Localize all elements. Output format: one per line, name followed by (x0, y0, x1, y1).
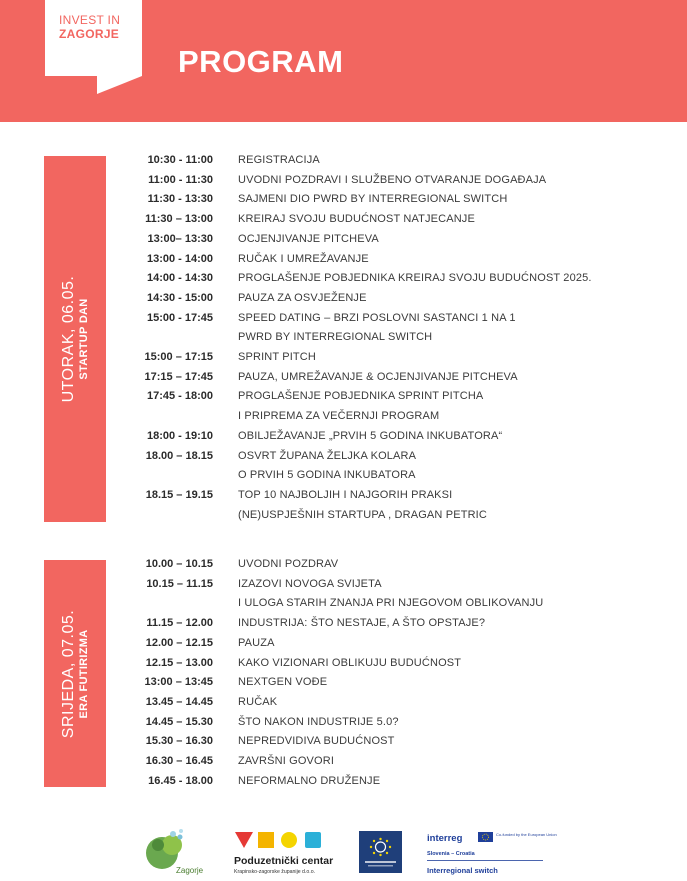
schedule-row (0, 328, 687, 348)
row-time: 10:30 - 11:00 (147, 154, 213, 166)
row-time: 11:30 - 13:30 (147, 193, 213, 206)
row-activity: IZAZOVI NOVOGA SVIJETA (238, 577, 382, 590)
row-time: 17:45 - 18:00 (146, 390, 213, 403)
day-theme: STARTUP DAN (78, 298, 90, 380)
zagorje-emblem-icon (140, 827, 204, 875)
row-activity: RUČAK (238, 695, 278, 708)
row-activity: NEXTGEN VOĐE (238, 676, 328, 689)
row-activity: RUČAK I UMREŽAVANJE (238, 252, 369, 265)
row-time: 11.15 – 12.00 (146, 617, 213, 630)
schedule-row (0, 171, 687, 191)
row-time: 18:00 - 19:10 (146, 429, 213, 442)
row-activity: KAKO VIZIONARI OBLIKUJU BUDUĆNOST (238, 656, 462, 669)
schedule-row (0, 575, 687, 595)
schedule-row (0, 713, 687, 733)
schedule-row (0, 772, 687, 792)
schedule-row (0, 190, 687, 210)
row-time: 11:00 - 11:30 (148, 173, 213, 186)
zagorje-logo-text: Zagorje (176, 866, 204, 875)
eu-stars-icon (359, 831, 402, 873)
interreg-title: interreg (427, 833, 463, 844)
schedule-row (0, 368, 687, 388)
row-activity: KREIRAJ SVOJU BUDUĆNOST NATJECANJE (238, 213, 475, 226)
row-activity: REGISTRACIJA (238, 154, 320, 166)
row-activity: PAUZA ZA OSVJEŽENJE (238, 291, 367, 304)
schedule-row (0, 407, 687, 427)
row-activity: NEPREDVIDIVA BUDUĆNOST (238, 735, 395, 748)
row-activity: ZAVRŠNI GOVORI (238, 755, 335, 767)
row-time: 13:00 - 14:00 (146, 252, 213, 265)
interreg-region: Slovenia – Croatia (427, 851, 475, 857)
schedule-row (0, 210, 687, 230)
poduzetnicki-centar-logo (233, 830, 333, 876)
row-time: 15.30 – 16.30 (145, 735, 213, 748)
schedule-row (0, 269, 687, 289)
schedule-row (0, 732, 687, 752)
row-activity: PWRD BY INTERREGIONAL SWITCH (238, 331, 433, 344)
row-activity: TOP 10 NAJBOLJIH I NAJGORIH PRAKSI (238, 488, 453, 501)
row-time: 12.15 – 13.00 (145, 656, 213, 669)
row-activity: OBILJEŽAVANJE „PRVIH 5 GODINA INKUBATORA“ (238, 429, 503, 442)
schedule-row (0, 506, 687, 526)
day-date: SRIJEDA, 07.05. (60, 609, 77, 738)
row-time: 15:00 – 17:15 (144, 351, 213, 363)
row-activity: NEFORMALNO DRUŽENJE (238, 774, 381, 787)
logo-line2: ZAGORJE (59, 27, 120, 41)
row-activity: OSVRT ŽUPANA ŽELJKA KOLARA (238, 449, 417, 462)
row-time: 18.15 – 19.15 (145, 488, 213, 501)
row-time: 14:00 - 14:30 (146, 272, 213, 285)
row-activity: UVODNI POZDRAV (238, 558, 339, 570)
row-time: 15:00 - 17:45 (146, 311, 213, 324)
logo-line1: INVEST IN (59, 13, 121, 27)
row-time: 13:00 – 13:45 (144, 676, 213, 689)
schedule-row (0, 387, 687, 407)
schedule-row (0, 466, 687, 486)
schedule-row (0, 555, 687, 575)
schedule-row (0, 447, 687, 467)
schedule-row (0, 594, 687, 614)
row-time: 12.00 – 12.15 (145, 636, 213, 649)
row-time: 16.30 – 16.45 (145, 755, 213, 767)
row-time: 13.45 – 14.45 (145, 695, 213, 708)
row-activity: O PRVIH 5 GODINA INKUBATORA (238, 469, 416, 482)
row-time: 18.00 – 18.15 (145, 449, 213, 462)
row-activity: OCJENJIVANJE PITCHEVA (238, 232, 379, 245)
schedule-row (0, 348, 687, 368)
schedule-row (0, 673, 687, 693)
row-activity: PAUZA, UMREŽAVANJE & OCJENJIVANJE PITCHEVA (238, 370, 518, 383)
row-activity: PROGLAŠENJE POBJEDNIKA SPRINT PITCHA (238, 390, 484, 403)
row-time: 10.00 – 10.15 (145, 558, 213, 570)
eu-badge-logo (359, 831, 402, 873)
schedule-row (0, 614, 687, 634)
row-time: 16.45 - 18.00 (148, 774, 213, 787)
poduzetnicki-shapes-icon (233, 830, 333, 876)
invest-in-zagorje-logo (45, 0, 142, 76)
schedule-row (0, 289, 687, 309)
row-activity: SPEED DATING – BRZI POSLOVNI SASTANCI 1 NA 1 (238, 311, 516, 324)
header-banner (0, 0, 687, 122)
row-time: 17:15 – 17:45 (144, 370, 213, 383)
day-date: UTORAK, 06.05. (60, 275, 77, 403)
interreg-cofunded: Co-funded by the European Union (496, 832, 557, 837)
row-time: 13:00– 13:30 (147, 232, 213, 245)
logo-flag-tail (97, 76, 142, 94)
row-activity: (NE)USPJEŠNIH STARTUPA , DRAGAN PETRIC (238, 508, 487, 521)
row-activity: I PRIPREMA ZA VEČERNJI PROGRAM (238, 410, 440, 423)
interreg-logo (426, 829, 557, 875)
schedule-row (0, 250, 687, 270)
row-activity: SAJMENI DIO PWRD BY INTERREGIONAL SWITCH (238, 193, 508, 206)
row-time: 14:30 - 15:00 (146, 291, 213, 304)
schedule-row (0, 427, 687, 447)
interreg-mark-icon (426, 829, 557, 875)
schedule-row (0, 752, 687, 772)
schedule-row (0, 309, 687, 329)
row-activity: UVODNI POZDRAVI I SLUŽBENO OTVARANJE DOGAĐAJA (238, 173, 547, 186)
row-time: 14.45 – 15.30 (145, 715, 213, 728)
interreg-project: Interregional switch (427, 866, 498, 875)
schedule-row (0, 654, 687, 674)
row-activity: I ULOGA STARIH ZNANJA PRI NJEGOVOM OBLIKOVANJU (238, 597, 544, 610)
row-activity: PROGLAŠENJE POBJEDNIKA KREIRAJ SVOJU BUDUĆNOST 2025. (238, 272, 592, 285)
row-activity: PAUZA (238, 636, 275, 649)
schedule-row (0, 693, 687, 713)
page-title: PROGRAM (178, 44, 344, 79)
poduzetnicki-title: Poduzetnički centar (234, 855, 334, 867)
zagorje-logo (140, 827, 204, 875)
schedule-row (0, 230, 687, 250)
schedule-row (0, 151, 687, 171)
row-time: 10.15 – 11.15 (146, 577, 213, 590)
day-theme: ERA FUTIRIZMA (78, 628, 90, 719)
schedule-row (0, 634, 687, 654)
row-activity: INDUSTRIJA: ŠTO NESTAJE, A ŠTO OPSTAJE? (238, 617, 486, 630)
row-activity: SPRINT PITCH (238, 351, 316, 363)
poduzetnicki-subtitle: Krapinsko-zagorske županije d.o.o. (234, 869, 316, 875)
row-time: 11:30 – 13:00 (145, 213, 213, 226)
row-activity: ŠTO NAKON INDUSTRIJE 5.0? (238, 715, 399, 728)
schedule-row (0, 486, 687, 506)
